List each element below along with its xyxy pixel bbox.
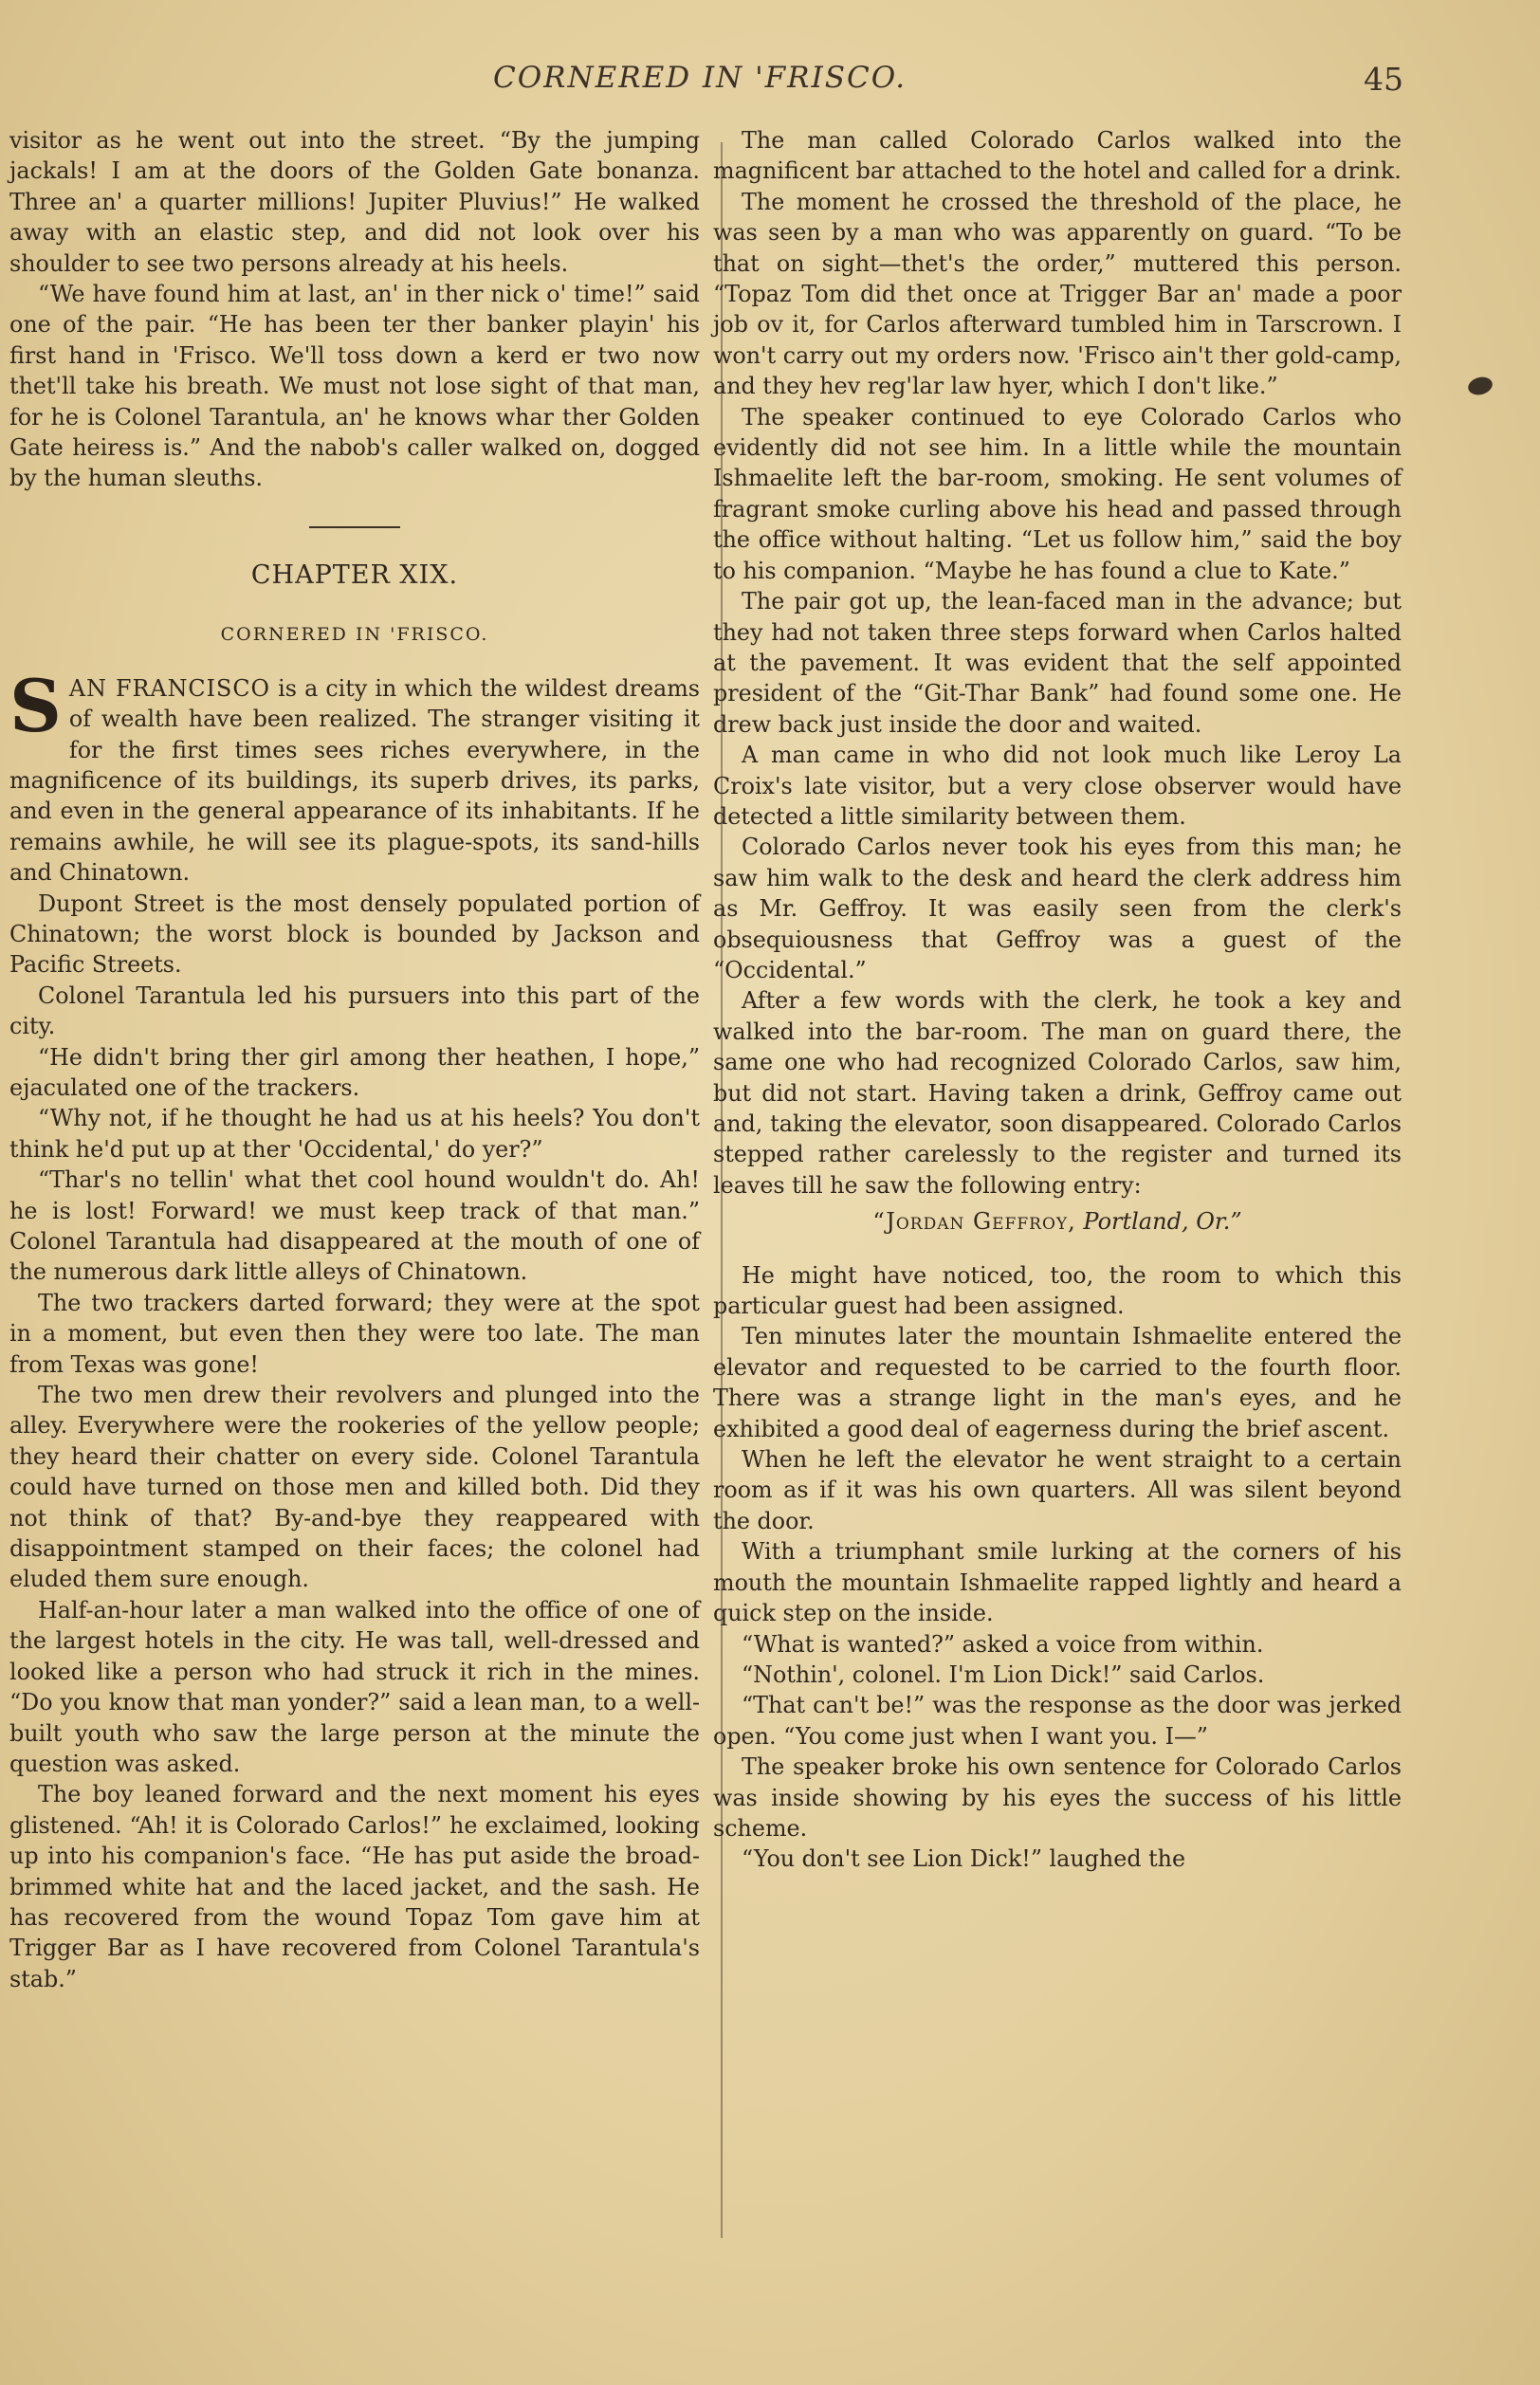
register-entry-name: “Jordan Geffroy, (872, 1208, 1076, 1236)
paragraph: The pair got up, the lean-faced man in the advance; but they had not taken three steps forward when Carlos halted at the pavement. It was evident that the self appointed president of the “Git-Thar Bank” had found some one. He drew back just inside the door and waited. (713, 588, 1402, 738)
paragraph: He might have noticed, too, the room to which this particular guest had been assigned. (713, 1261, 1402, 1320)
paragraph: Dupont Street is the most densely populated portion of Chinatown; the worst block is bounded by Jackson and Pacific Streets. (9, 890, 700, 979)
paragraph: Ten minutes later the mountain Ishmaelite entered the elevator and requested to be carried to the fourth floor. There was a strange light in the man's eyes, and he exhibited a good deal of eagerness during the brief ascent. (713, 1323, 1402, 1442)
chapter-title: CHAPTER XIX. (250, 560, 459, 590)
paragraph: A man came in who did not look much like Leroy La Croix's late visitor, but a very close observer would have detected a little similarity between them. (713, 742, 1402, 830)
paragraph: “You don't see Lion Dick!” laughed the (742, 1845, 1186, 1873)
paragraph: “Why not, if he thought he had us at his heels? You don't think he'd put up at ther 'Occidental,' do yer?” (9, 1105, 700, 1163)
paragraph: Colonel Tarantula led his pursuers into this part of the city. (9, 982, 700, 1040)
section-divider (309, 526, 400, 528)
paragraph: “Nothin', colonel. I'm Lion Dick!” said Carlos. (742, 1660, 1265, 1688)
paragraph: visitor as he went out into the street. “By the jumping jackals! I am at the doors of the Golden Gate bonanza. Three an' a quarter millions! Jupiter Pluvius!” He walked away with an elastic step, and did not look over his shoulder to see two persons already at his heels. (9, 127, 700, 277)
left-column (9, 125, 700, 1994)
paragraph: With a triumphant smile lurking at the corners of his mouth the mountain Ishmaelite rapped lightly and heard a quick step on the inside. (713, 1538, 1402, 1627)
opening-text: is a city in which the wildest dreams of wealth have been realized. The stranger visiting it for the first times sees riches everywhere, in the magnificence of its buildings, its superb drives, its parks, and even in the general appearance of its inhabitants. If he remains awhile, he will see its plague-spots, its sand-hills and Chinatown. (9, 674, 700, 887)
paragraph: The speaker continued to eye Colorado Carlos who evidently did not see him. In a little while the mountain Ishmaelite left the bar-room, smoking. He sent volumes of fragrant smoke curling above his head and passed through the office without halting. “Let us follow him,” said the boy to his companion. “Maybe he has found a clue to Kate.” (713, 403, 1402, 584)
paragraph: The speaker broke his own sentence for Colorado Carlos was inside showing by his eyes the success of his little scheme. (713, 1753, 1402, 1842)
paragraph: After a few words with the clerk, he took a key and walked into the bar-room. The man on guard there, the same one who had recognized Colorado Carlos, saw him, but did not start. Having taken a drink, Geffroy came out and, taking the elevator, soon disappeared. Colorado Carlos stepped rather carelessly to the register and turned its leaves till he saw the following entry: (713, 987, 1402, 1199)
paragraph: When he left the elevator he went straight to a certain room as if it was his own quarters. All was silent beyond the door. (713, 1446, 1402, 1534)
right-column (713, 125, 1402, 1875)
opening-words: AN FRANCISCO (68, 674, 271, 702)
paragraph: The two trackers darted forward; they were at the spot in a moment, but even then they were too late. The man from Texas was gone! (9, 1289, 700, 1378)
paragraph: “We have found him at last, an' in ther nick o' time!” said one of the pair. “He has been ter ther banker playin' his first hand in 'Frisco. We'll toss down a kerd er two now thet'll take his breath. We must not lose sight of that man, for he is Colonel Tarantula, an' he knows whar ther Golden Gate heiress is.” And the nabob's caller walked on, dogged by the human sleuths. (9, 281, 700, 492)
paragraph: The boy leaned forward and the next moment his eyes glistened. “Ah! it is Colorado Carlos!” he exclaimed, looking up into his companion's face. “He has put aside the broad-brimmed white hat and the laced jacket, and the sash. He has recovered from the wound Topaz Tom gave him at Trigger Bar as I have recovered from Colonel Tarantula's stab.” (9, 1781, 700, 1992)
register-entry (713, 1206, 1402, 1237)
running-title: CORNERED IN 'FRISCO. (493, 61, 908, 95)
page-header (493, 61, 1403, 108)
register-entry-place: Portland, Or.” (1083, 1208, 1242, 1236)
paragraph: Half-an-hour later a man walked into the office of one of the largest hotels in the city. He was tall, well-dressed and looked like a person who had struck it rich in the mines. “Do you know that man yonder?” said a lean man, to a well-built youth who saw the large person at the minute the question was asked. (9, 1596, 700, 1777)
page-number: 45 (1364, 61, 1403, 98)
paragraph: The two men drew their revolvers and plunged into the alley. Everywhere were the rookeries of the yellow people; they heard their chatter on every side. Colonel Tarantula could have turned on those men and killed both. Did they not think of that? By-and-bye they reappeared with disappointment stamped on their faces; the colonel had eluded them sure enough. (9, 1382, 700, 1593)
paragraph: Colorado Carlos never took his eyes from this man; he saw him walk to the desk and heard the clerk address him as Mr. Geffroy. It was easily seen from the clerk's obsequiousness that Geffroy was a guest of the “Occidental.” (713, 834, 1402, 983)
ink-blot (1466, 375, 1494, 397)
paragraph: The man called Colorado Carlos walked into the magnificent bar attached to the hotel and called for a drink. (713, 127, 1402, 185)
paragraph: “What is wanted?” asked a voice from within. (742, 1630, 1264, 1658)
paragraph: “Thar's no tellin' what thet cool hound wouldn't do. Ah! he is lost! Forward! we must keep track of that man.” Colonel Tarantula had disappeared at the mouth of one of the numerous dark little alleys of Chinatown. (9, 1166, 700, 1286)
drop-cap: S (9, 663, 62, 748)
paragraph: “He didn't bring ther girl among ther heathen, I hope,” ejaculated one of the trackers. (9, 1043, 700, 1101)
chapter-opening-paragraph (9, 663, 700, 889)
paragraph: “That can't be!” was the response as the door was jerked open. “You come just when I want you. I—” (713, 1692, 1402, 1750)
chapter-subtitle: CORNERED IN 'FRISCO. (220, 624, 489, 646)
paragraph: The moment he crossed the threshold of the place, he was seen by a man who was apparently on guard. “To be that on sight—thet's the order,” muttered this person. “Topaz Tom did thet once at Trigger Bar an' made a poor job ov it, for Carlos afterward tumbled him in Tarscrown. I won't carry out my orders now. 'Frisco ain't ther gold-camp, and they hev reg'lar law hyer, which I don't like.” (713, 188, 1402, 400)
